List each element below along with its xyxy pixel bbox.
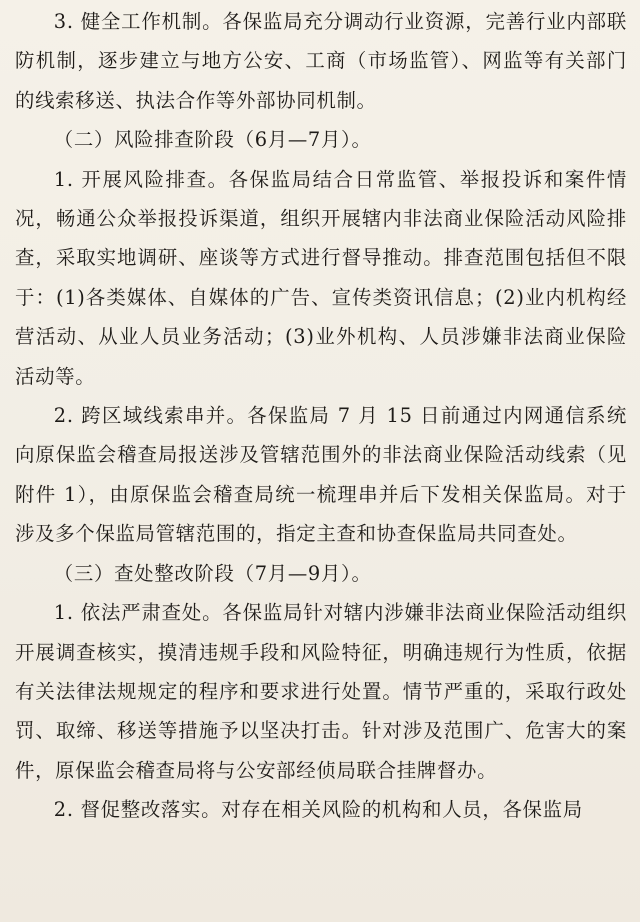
paragraph-cross-region-leads: 2. 跨区域线索串并。各保监局 7 月 15 日前通过内网通信系统向原保监会稽查局报送涉及管辖范围外的非法商业保险活动线索（见附件 1），由原保监会稽查局统一梳理串并后下发相关保监局。对于涉及多个保监局管辖范围的，指定主查和协查保监局共同查处。 [15,404,627,546]
heading-risk-screening-stage: （二）风险排查阶段（6月—7月）。 [53,128,372,152]
paragraph-work-mechanism: 3. 健全工作机制。各保监局充分调动行业资源，完善行业内部联防机制，逐步建立与地方公安、工商（市场监管）、网监等有关部门的线索移送、执法合作等外部协同机制。 [15,10,627,112]
paragraph-strict-investigation: 1. 依法严肃查处。各保监局针对辖内涉嫌非法商业保险活动组织开展调查核实，摸清违规手段和风险特征，明确违规行为性质，依据有关法律法规规定的程序和要求进行处置。情节严重的，采取行政处罚、取缔、移送等措施予以坚决打击。针对涉及范围广、危害大的案件，原保监会稽查局将与公安部经侦局联合挂牌督办。 [15,601,627,782]
heading-investigation-stage: （三）查处整改阶段（7月—9月）。 [53,561,372,585]
paragraph-rectification: 2. 督促整改落实。对存在相关风险的机构和人员，各保监局 [53,798,583,822]
paragraph-risk-screening: 1. 开展风险排查。各保监局结合日常监管、举报投诉和案件情况，畅通公众举报投诉渠道，组织开展辖内非法商业保险活动风险排查，采取实地调研、座谈等方式进行督导推动。排查范围包括但不限于：(1)各类媒体、自媒体的广告、宣传类资讯信息；(2)业内机构经营活动、从业人员业务活动；(3)业外机构、人员涉嫌非法商业保险活动等。 [15,167,627,388]
